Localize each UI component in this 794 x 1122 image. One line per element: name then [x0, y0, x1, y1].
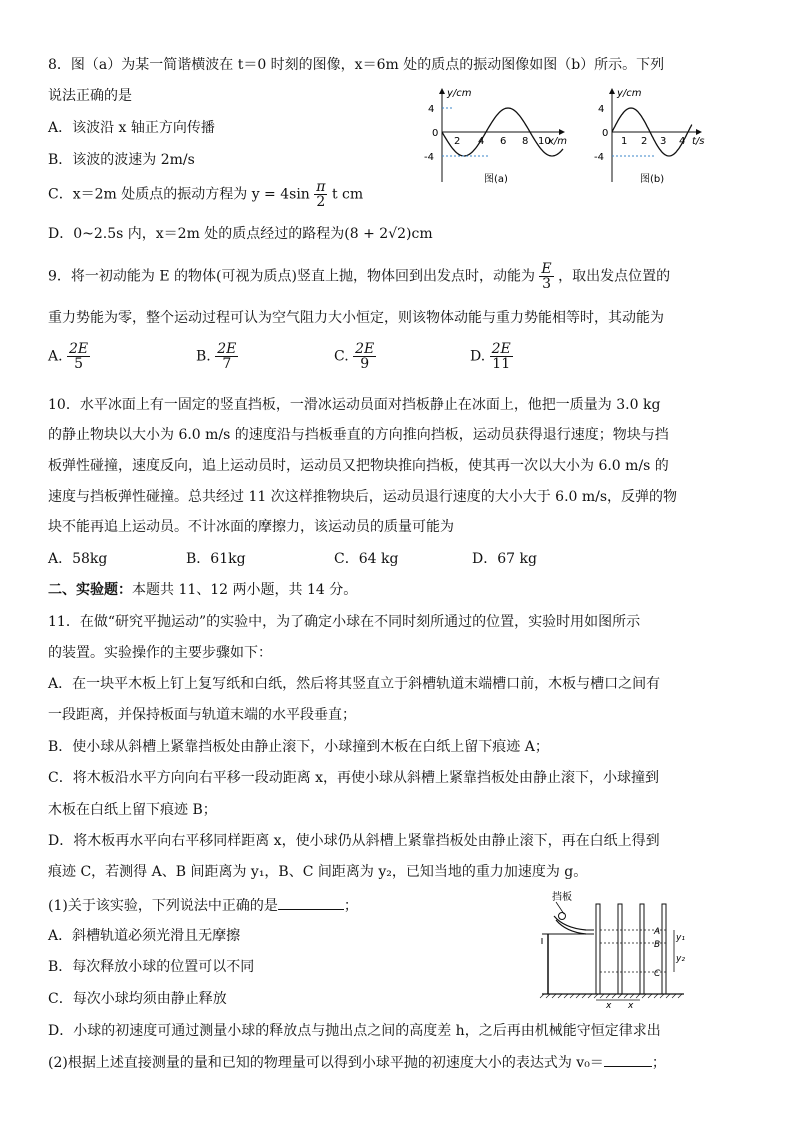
q9-line1-pre: 9．将一初动能为 E 的物体(可视为质点)竖直上抛，物体回到出发点时，动能为 — [48, 268, 535, 285]
q9-choice-c — [334, 342, 376, 371]
label-x2: x — [628, 1001, 634, 1011]
q11-line8: D．将木板再水平向右平移同样距离 x，使小球仍从斜槽上紧靠挡板处由静止滚下，再在白纸上得到 — [48, 833, 660, 849]
q8-option-b: B．该波的波速为 2m/s — [48, 152, 195, 168]
q9-fraction — [539, 262, 553, 291]
board-4 — [662, 904, 666, 994]
q9-choice-b-letter: B. — [196, 348, 211, 365]
q11-sub2-blank[interactable] — [604, 1052, 652, 1067]
q8-option-c-pre: C．x＝2m 处质点的振动方程为 y = 4sin — [48, 186, 310, 203]
q8-line1: 8．图（a）为某一简谐横波在 t＝0 时刻的图像，x＝6m 处的质点的振动图像如图（b）所示。下列 — [48, 57, 665, 73]
q11-sub1 — [48, 895, 358, 916]
fig-a-caption: 图(a) — [484, 174, 508, 185]
q9-choice-d-letter: D. — [470, 348, 486, 365]
fig-a-xtick-10: 10 — [538, 136, 551, 147]
q10-line1: 10．水平冰面上有一固定的竖直挡板，一滑冰运动员面对挡板静止在冰面上，他把一质量为 3.0 kg — [48, 397, 661, 413]
q9-d-den: 11 — [492, 356, 511, 372]
q11-option-a: A．斜槽轨道必须光滑且无摩擦 — [48, 928, 241, 944]
q11-sub2-text: (2)根据上述直接测量的量和已知的物理量可以得到小球平抛的初速度大小的表达式为 v₀＝ — [48, 1055, 604, 1071]
fig-a-y-unit: y/cm — [447, 88, 472, 99]
point-a: A — [654, 927, 661, 937]
q9-c-num: 2E — [355, 341, 375, 357]
fig-b-y-unit: y/cm — [617, 88, 642, 99]
label-y1: y₁ — [676, 933, 685, 943]
q9-a-num: 2E — [69, 341, 89, 357]
q9-line2: 重力势能为零，整个运动过程可认为空气阻力大小恒定，则该物体动能与重力势能相等时，其动能为 — [48, 310, 664, 326]
q9-choice-d-frac — [490, 342, 513, 371]
q11-sub1-text: (1)关于该实验，下列说法中正确的是 — [48, 898, 278, 914]
q9-a-den: 5 — [74, 356, 84, 372]
fig-b-xtick-2: 2 — [641, 136, 648, 147]
q10-line3: 板弹性碰撞，速度反向，追上运动员时，运动员又把物块推向挡板，使其再一次以大小为 6.0 m/s 的 — [48, 458, 669, 474]
fig-a-ytick-neg4: -4 — [424, 152, 434, 163]
q11-line5: B．使小球从斜槽上紧靠挡板处由静止滚下，小球撞到木板在白纸上留下痕迹 A； — [48, 739, 549, 755]
figure-a-wave-graph — [424, 86, 584, 190]
point-c: C — [654, 969, 661, 979]
fig-b-ytick-neg4: -4 — [594, 152, 604, 163]
fig-b-ytick-4: 4 — [598, 104, 605, 115]
q10-line2: 的静止物块以大小为 6.0 m/s 的速度沿与挡板垂直的方向推向挡板，运动员获得退行速度；物块与挡 — [48, 427, 669, 443]
ball — [559, 913, 566, 920]
q8-c-num: π — [316, 179, 326, 195]
q11-line3: A．在一块平木板上钉上复写纸和白纸，然后将其竖直立于斜槽轨道末端槽口前，木板与槽口之间有 — [48, 676, 661, 692]
q8-option-c — [48, 180, 363, 209]
q9-choice-a — [48, 342, 90, 371]
q11-line9: 痕迹 C，若测得 A、B 间距离为 y₁，B、C 间距离为 y₂，已知当地的重力加速度为 g。 — [48, 864, 588, 880]
q10-line5: 块不能再追上运动员。不计冰面的摩擦力，该运动员的质量可能为 — [48, 519, 454, 535]
q8-option-d: D．0~2.5s 内，x＝2m 处的质点经过的路程为(8 + 2√2)cm — [48, 226, 433, 242]
q9-choice-a-frac — [67, 342, 90, 371]
q9-choice-a-letter: A. — [48, 348, 63, 365]
fig-a-ytick-0: 0 — [432, 128, 439, 139]
q9-b-den: 7 — [222, 356, 232, 372]
q9-d-num: 2E — [491, 341, 511, 357]
fig-b-y-arrow — [609, 88, 615, 94]
fig-b-caption: 图(b) — [640, 174, 665, 185]
q11-option-d: D．小球的初速度可通过测量小球的释放点与抛出点之间的高度差 h，之后再由机械能守恒定律求出 — [48, 1023, 661, 1039]
section2-heading — [48, 580, 357, 600]
q8-c-den: 2 — [316, 194, 326, 210]
q9-frac-den: 3 — [542, 276, 551, 292]
q10-choice-c: C．64 kg — [334, 551, 399, 567]
figure-b-vibration-graph — [596, 86, 716, 190]
fig-a-xtick-6: 6 — [500, 136, 507, 147]
fig-a-xtick-8: 8 — [522, 136, 529, 147]
q9-choice-c-letter: C. — [334, 348, 349, 365]
fig-a-y-arrow — [439, 88, 445, 94]
q8-option-c-fraction — [314, 180, 327, 209]
q9-choice-b-frac — [215, 342, 238, 371]
q11-sub1-blank[interactable] — [278, 895, 344, 910]
fig-b-x-unit: t/s — [692, 136, 705, 147]
q11-option-b: B．每次释放小球的位置可以不同 — [48, 959, 255, 975]
q9-choice-d — [470, 342, 513, 371]
q8-line2: 说法正确的是 — [48, 88, 132, 104]
fig-a-ytick-4: 4 — [428, 104, 435, 115]
fig-b-xtick-1: 1 — [621, 136, 628, 147]
q11-sub2 — [48, 1052, 666, 1073]
q11-line6: C．将木板沿水平方向向右平移一段动距离 x，再使小球从斜槽上紧靠挡板处由静止滚下，小球撞到 — [48, 770, 660, 786]
q9-line1-post: ，取出发点位置的 — [558, 268, 671, 285]
q9-choice-c-frac — [353, 342, 376, 371]
board-3 — [640, 904, 644, 994]
fig-b-x-arrow — [696, 129, 702, 135]
q8-option-a: A．该波沿 x 轴正方向传播 — [48, 120, 215, 136]
q10-choice-d: D．67 kg — [472, 551, 537, 567]
fig-b-ytick-0: 0 — [602, 128, 609, 139]
q9-b-num: 2E — [217, 341, 237, 357]
q10-choice-a: A．58kg — [48, 551, 108, 567]
label-x1: x — [606, 1001, 612, 1011]
q8-option-c-post: t cm — [331, 186, 364, 203]
fig-a-xtick-2: 2 — [454, 136, 461, 147]
q11-sub1-end: ； — [343, 898, 358, 914]
q9-line1 — [48, 262, 670, 291]
apparatus-figure — [534, 886, 714, 1010]
fig-a-xtick-4: 4 — [478, 136, 485, 147]
board-1 — [596, 904, 600, 994]
q11-line7: 木板在白纸上留下痕迹 B； — [48, 802, 217, 818]
point-b: B — [654, 940, 661, 950]
q9-c-den: 9 — [360, 356, 370, 372]
q9-frac-num: E — [541, 261, 552, 277]
q11-line2: 的装置。实验操作的主要步骤如下： — [48, 645, 272, 661]
q11-line4: 一段距离，并保持板面与轨道末端的水平段垂直； — [48, 707, 356, 723]
board-label: 挡板 — [552, 892, 572, 903]
q10-line4: 速度与挡板弹性碰撞。总共经过 11 次这样推物块后，运动员退行速度的大小大于 6.0 m/s，反弹的物 — [48, 489, 678, 505]
label-y2: y₂ — [676, 954, 685, 964]
section2-label: 二、实验题： — [48, 582, 132, 598]
fig-a-x-unit: x/m — [548, 136, 568, 147]
q11-line1: 11．在做“研究平抛运动”的实验中，为了确定小球在不同时刻所通过的位置，实验时用如图所示 — [48, 614, 641, 630]
q11-option-c: C．每次小球均须由静止释放 — [48, 991, 227, 1007]
q11-sub2-end: ； — [651, 1055, 666, 1071]
section2-text: 本题共 11、12 两小题，共 14 分。 — [132, 582, 358, 598]
q9-choice-b — [196, 342, 238, 371]
fig-a-x-arrow — [559, 129, 565, 135]
fig-b-xtick-4: 4 — [679, 136, 686, 147]
fig-b-xtick-3: 3 — [660, 136, 667, 147]
q10-choice-b: B．61kg — [186, 551, 246, 567]
board-2 — [618, 904, 622, 994]
